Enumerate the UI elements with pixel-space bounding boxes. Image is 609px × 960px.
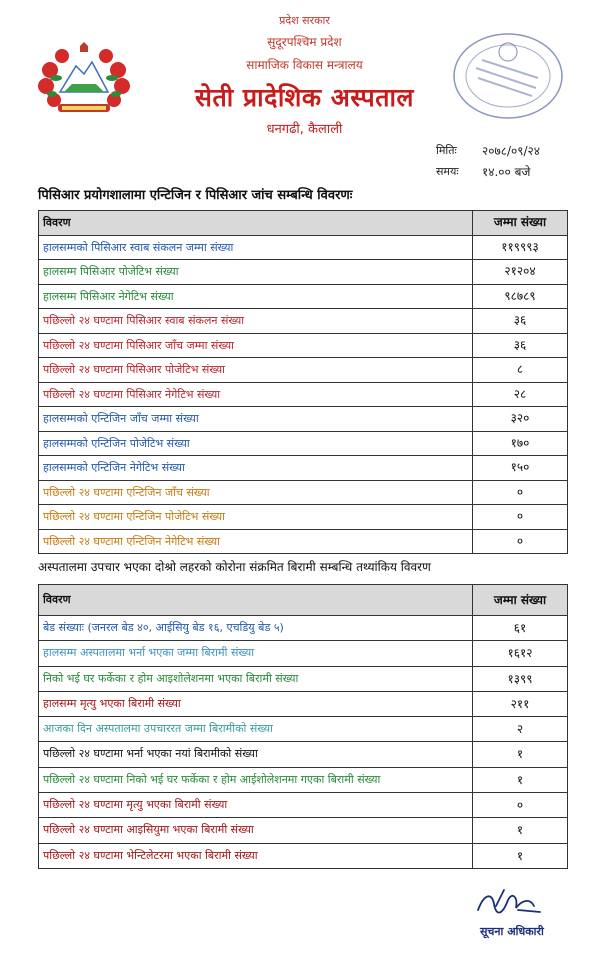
column-header-description: विवरण [39, 211, 473, 236]
row-description: हालसम्म अस्पतालमा भर्ना भएका जम्मा बिरामी संख्या [39, 641, 473, 666]
row-total: ० [473, 793, 568, 818]
table-row [39, 309, 568, 334]
row-description: हालसम्म पिसिआर पोजेटिभ संख्या [39, 260, 473, 285]
row-description: पछिल्लो २४ घण्टामा पिसिआर पोजेटिभ संख्या [39, 358, 473, 383]
header-government: प्रदेश सरकार [279, 14, 330, 27]
row-total: ३२० [473, 407, 568, 432]
row-total: १ [473, 843, 568, 868]
table-row [39, 431, 568, 456]
row-description: पछिल्लो २४ घण्टामा मृत्यु भएका बिरामी संख्या [39, 793, 473, 818]
row-total: ० [473, 505, 568, 530]
table-header-row [39, 585, 568, 616]
table-row [39, 333, 568, 358]
pcr-antigen-table [38, 210, 568, 554]
table-row [39, 235, 568, 260]
row-description: पछिल्लो २४ घण्टामा निको भई घर फर्केका र होम आईशोलेशनमा गएका बिरामी संख्या [39, 767, 473, 792]
row-description: पछिल्लो २४ घण्टामा आइसियुमा भएका बिरामी संख्या [39, 818, 473, 843]
table-row [39, 818, 568, 843]
row-description: पछिल्लो २४ घण्टामा भेन्टिलेटरमा भएका बिरामी संख्या [39, 843, 473, 868]
row-total: १६१२ [473, 641, 568, 666]
table-row [39, 742, 568, 767]
table-row [39, 717, 568, 742]
table-row [39, 767, 568, 792]
row-total: २८ [473, 382, 568, 407]
row-total: ६१ [473, 616, 568, 641]
row-description: पछिल्लो २४ घण्टामा भर्ना भएका नयां बिरामीको संख्या [39, 742, 473, 767]
table-row [39, 480, 568, 505]
table-row [39, 260, 568, 285]
row-total: ८ [473, 358, 568, 383]
row-description: हालसम्म मृत्यु भएका बिरामी संख्या [39, 691, 473, 716]
table-header-row [39, 211, 568, 236]
section1-title: पिसिआर प्रयोगशालामा एन्टिजिन र पिसिआर जांच सम्बन्धि विवरणः [38, 188, 353, 203]
row-description: हालसम्मको एन्टिजिन पोजेटिभ संख्या [39, 431, 473, 456]
table-row [39, 456, 568, 481]
row-description: पछिल्लो २४ घण्टामा एन्टिजिन नेगेटिभ संख्या [39, 529, 473, 554]
row-total: ३६ [473, 309, 568, 334]
signature-title: सूचना अधिकारी [480, 925, 544, 938]
hospital-patient-table [38, 584, 568, 869]
row-total: १५० [473, 456, 568, 481]
table-row [39, 666, 568, 691]
table-row [39, 505, 568, 530]
hospital-location: धनगढी, कैलाली [266, 122, 343, 137]
row-total: ३६ [473, 333, 568, 358]
row-total: १ [473, 767, 568, 792]
table-row [39, 691, 568, 716]
section2-title: अस्पतालमा उपचार भएका दोश्रो लहरको कोरोना संक्रमित बिरामी सम्बन्धि तथ्यांकिय विवरण [38, 560, 431, 574]
row-total: १३९९ [473, 666, 568, 691]
official-stamp [448, 28, 568, 124]
row-description: पछिल्लो २४ घण्टामा पिसिआर नेगेटिभ संख्या [39, 382, 473, 407]
hospital-name: सेती प्रादेशिक अस्पताल [195, 83, 414, 112]
time-label: समयः [436, 165, 459, 178]
row-description: हालसम्मको एन्टिजिन नेगेटिभ संख्या [39, 456, 473, 481]
header-ministry: सामाजिक विकास मन्त्रालय [246, 58, 363, 72]
row-description: पछिल्लो २४ घण्टामा पिसिआर जाँच जम्मा संख्या [39, 333, 473, 358]
row-description: बेड संख्याः (जनरल बेड ४०, आईसियु बेड १६, एचडियु बेड ५) [39, 616, 473, 641]
row-total: २ [473, 717, 568, 742]
column-header-total: जम्मा संख्या [473, 585, 568, 616]
row-description: हालसम्म पिसिआर नेगेटिभ संख्या [39, 284, 473, 309]
table-row [39, 529, 568, 554]
row-description: हालसम्मको एन्टिजिन जाँच जम्मा संख्या [39, 407, 473, 432]
header-province: सुदूरपश्चिम प्रदेश [267, 35, 342, 49]
date-value: २०७८/०९/२४ [482, 144, 541, 158]
row-total: १७० [473, 431, 568, 456]
row-total: १ [473, 742, 568, 767]
table-row [39, 641, 568, 666]
row-total: ९८७८९ [473, 284, 568, 309]
table-row [39, 358, 568, 383]
table-row [39, 616, 568, 641]
table-row [39, 843, 568, 868]
row-total: १ [473, 818, 568, 843]
time-value: १४.०० बजे [482, 165, 531, 179]
column-header-total: जम्मा संख्या [473, 211, 568, 236]
column-header-description: विवरण [39, 585, 473, 616]
row-description: पछिल्लो २४ घण्टामा एन्टिजिन जाँच संख्या [39, 480, 473, 505]
table-row [39, 793, 568, 818]
row-total: २१२०४ [473, 260, 568, 285]
row-description: आजका दिन अस्पतालमा उपचाररत जम्मा बिरामीको संख्या [39, 717, 473, 742]
date-label: मितिः [436, 144, 457, 157]
table-row [39, 284, 568, 309]
row-description: पछिल्लो २४ घण्टामा एन्टिजिन पोजेटिभ संख्या [39, 505, 473, 530]
row-description: हालसम्मको पिसिआर स्वाब संकलन जम्मा संख्या [39, 235, 473, 260]
row-description: पछिल्लो २४ घण्टामा पिसिआर स्वाब संकलन संख्या [39, 309, 473, 334]
row-total: २११ [473, 691, 568, 716]
row-total: ० [473, 480, 568, 505]
row-total: ११९९९३ [473, 235, 568, 260]
table-row [39, 382, 568, 407]
table-row [39, 407, 568, 432]
row-total: ० [473, 529, 568, 554]
row-description: निको भई घर फर्केका र होम आइशोलेशनमा भएका बिरामी संख्या [39, 666, 473, 691]
signature [474, 886, 544, 922]
